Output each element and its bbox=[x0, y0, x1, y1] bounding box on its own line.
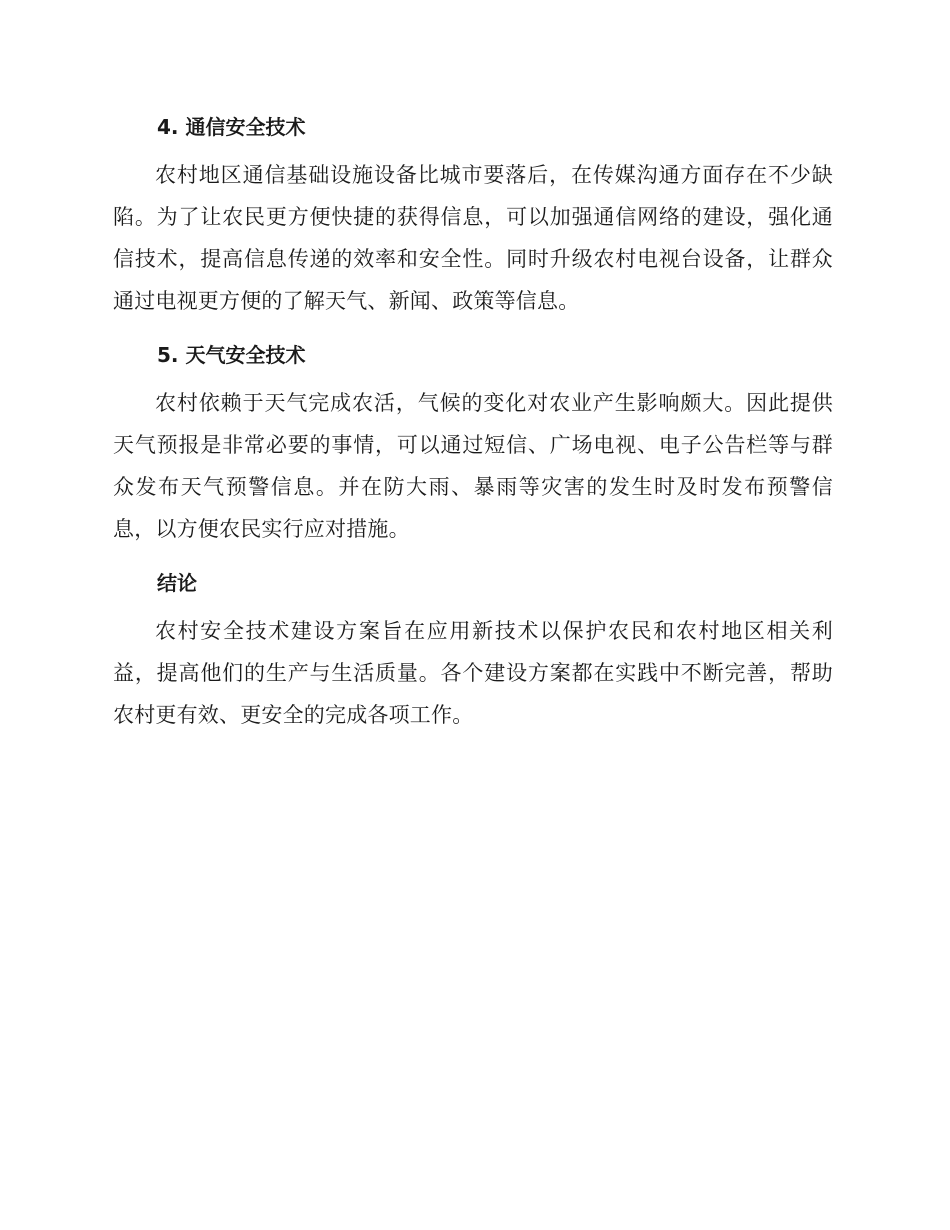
section-paragraph: 农村依赖于天气完成农活，气候的变化对农业产生影响颇大。因此提供天气预报是非常必要的事情，可以通过短信、广场电视、电子公告栏等与群众发布天气预警信息。并在防大雨、暴雨等灾害的发生时及时发布预警信息，以方便农民实行应对措施。 bbox=[113, 391, 833, 541]
section-paragraph: 农村安全技术建设方案旨在应用新技术以保护农民和农村地区相关利益，提高他们的生产与生活质量。各个建设方案都在实践中不断完善，帮助农村更有效、更安全的完成各项工作。 bbox=[113, 619, 833, 727]
section-heading: 4. 通信安全技术 bbox=[157, 115, 306, 139]
section-weather-security bbox=[113, 336, 833, 550]
section-heading: 结论 bbox=[157, 571, 197, 595]
section-conclusion bbox=[113, 564, 833, 736]
section-paragraph: 农村地区通信基础设施设备比城市要落后，在传媒沟通方面存在不少缺陷。为了让农民更方便快捷的获得信息，可以加强通信网络的建设，强化通信技术，提高信息传递的效率和安全性。同时升级农村电视台设备，让群众通过电视更方便的了解天气、新闻、政策等信息。 bbox=[113, 163, 833, 313]
section-communication-security bbox=[113, 108, 833, 322]
document-body bbox=[113, 108, 833, 750]
section-heading: 5. 天气安全技术 bbox=[157, 343, 306, 367]
